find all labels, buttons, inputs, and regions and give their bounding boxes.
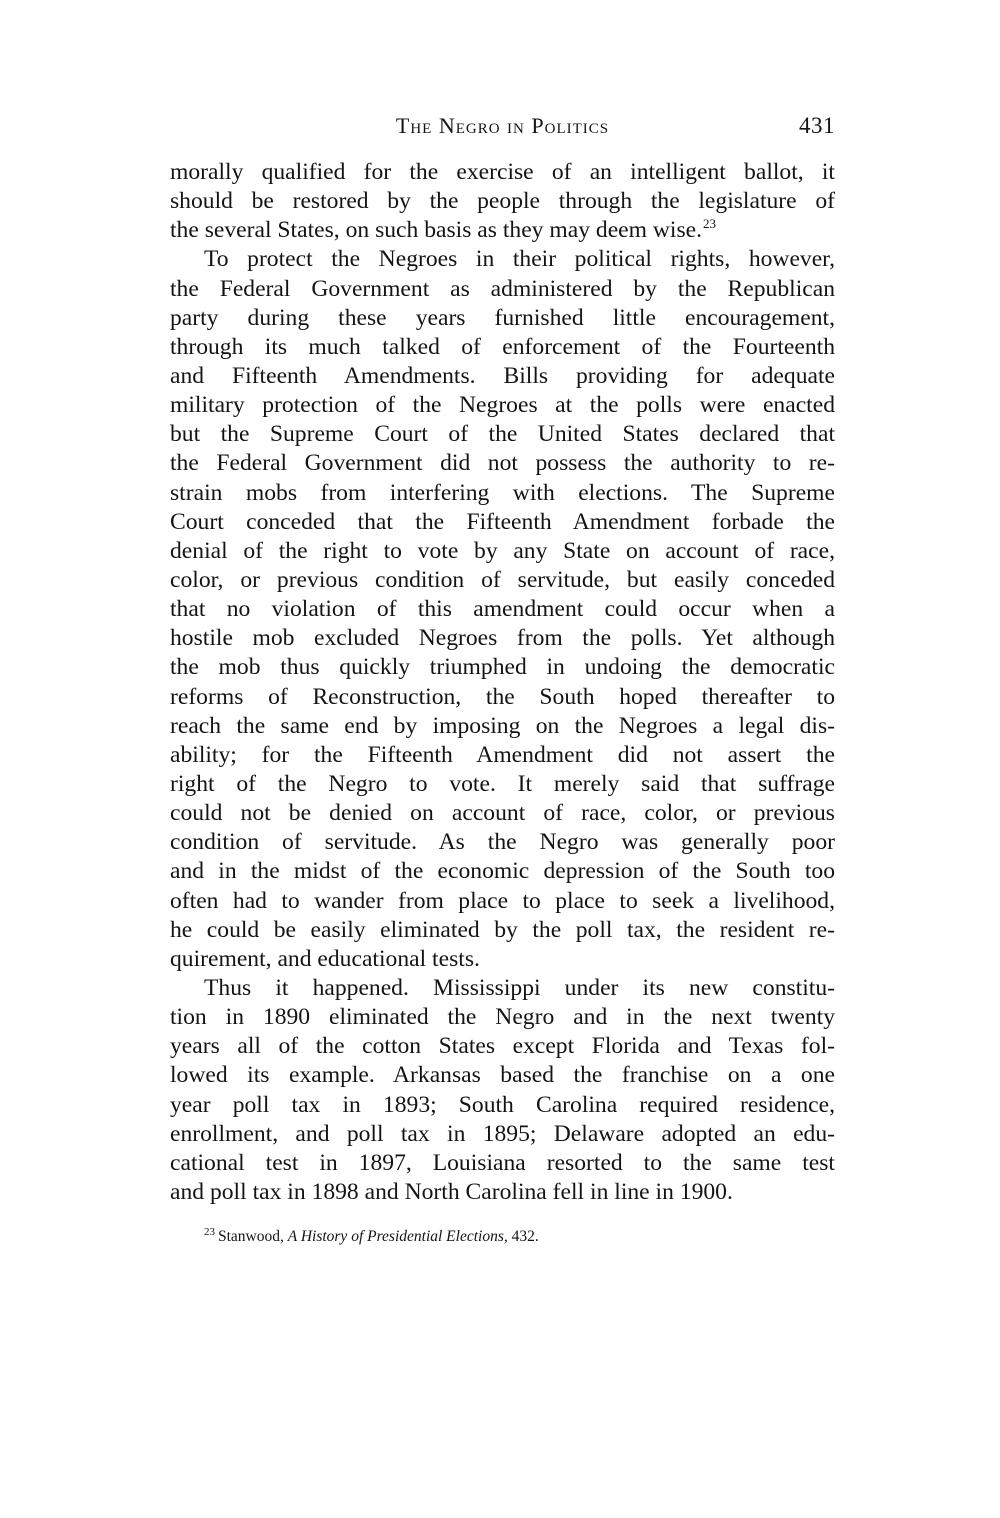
footnote bbox=[204, 1226, 539, 1248]
text-line bbox=[170, 887, 835, 916]
line-text: military protection of the Negroes at the polls were enacted bbox=[170, 392, 835, 419]
text-line bbox=[170, 857, 835, 886]
text-line bbox=[170, 1061, 835, 1090]
text-line bbox=[170, 974, 835, 1003]
footnote-author: Stanwood, bbox=[218, 1228, 284, 1245]
line-text: he could be easily eliminated by the poll tax, the resident re- bbox=[170, 916, 835, 943]
text-line bbox=[170, 1091, 835, 1120]
text-line bbox=[170, 770, 835, 799]
line-text: reach the same end by imposing on the Negroes a legal dis- bbox=[170, 712, 835, 739]
line-text: tion in 1890 eliminated the Negro and in the next twenty bbox=[170, 1004, 835, 1031]
line-text: years all of the cotton States except Florida and Texas fol- bbox=[170, 1033, 835, 1060]
text-line bbox=[170, 799, 835, 828]
body-text bbox=[170, 158, 835, 1207]
line-text: color, or previous condition of servitude, but easily conceded bbox=[170, 566, 835, 593]
line-text: often had to wander from place to place to seek a livelihood, bbox=[170, 887, 835, 914]
text-line bbox=[170, 741, 835, 770]
line-text: the Federal Government as administered by the Republican bbox=[170, 275, 835, 302]
line-text: Thus it happened. Mississippi under its new constitu- bbox=[204, 974, 835, 1001]
text-line bbox=[170, 508, 835, 537]
text-line bbox=[170, 566, 835, 595]
footnote-title: A History of Presidential Elections, bbox=[287, 1228, 508, 1245]
paragraph bbox=[170, 974, 835, 1207]
line-text: Court conceded that the Fifteenth Amendment forbade the bbox=[170, 508, 835, 535]
text-line bbox=[170, 245, 835, 274]
text-line bbox=[170, 1120, 835, 1149]
text-line bbox=[170, 420, 835, 449]
text-line bbox=[170, 449, 835, 478]
text-line bbox=[170, 945, 835, 974]
footnote-page: 432. bbox=[511, 1228, 539, 1245]
line-text: enrollment, and poll tax in 1895; Delaware adopted an edu- bbox=[170, 1120, 835, 1147]
text-line bbox=[170, 1149, 835, 1178]
paragraph bbox=[170, 245, 835, 974]
text-line bbox=[170, 1032, 835, 1061]
line-text: should be restored by the people through the legislature of bbox=[170, 188, 835, 215]
line-text: hostile mob excluded Negroes from the polls. Yet although bbox=[170, 625, 835, 652]
line-text: strain mobs from interfering with elections. The Supreme bbox=[170, 479, 835, 506]
line-text: that no violation of this amendment could occur when a bbox=[170, 596, 835, 623]
line-text: morally qualified for the exercise of an intelligent ballot, it bbox=[170, 159, 835, 185]
line-text: and in the midst of the economic depression of the South too bbox=[170, 858, 835, 885]
text-line bbox=[170, 362, 835, 391]
text-line bbox=[170, 595, 835, 624]
text-line bbox=[170, 333, 835, 362]
text-line bbox=[170, 683, 835, 712]
running-title: The Negro in Politics bbox=[395, 113, 610, 138]
text-line bbox=[170, 275, 835, 304]
text-line bbox=[170, 653, 835, 682]
line-text: and Fifteenth Amendments. Bills providing for adequate bbox=[170, 362, 835, 389]
text-line bbox=[170, 537, 835, 566]
line-text: the mob thus quickly triumphed in undoing the democratic bbox=[170, 654, 835, 681]
line-text: year poll tax in 1893; South Carolina required residence, bbox=[170, 1091, 835, 1118]
line-text: ability; for the Fifteenth Amendment did not assert the bbox=[170, 741, 835, 768]
line-text: and poll tax in 1898 and North Carolina fell in line in 1900. bbox=[170, 1178, 733, 1205]
line-text: could not be denied on account of race, color, or previous bbox=[170, 800, 835, 827]
text-line bbox=[170, 1178, 835, 1207]
paragraph bbox=[170, 158, 835, 245]
text-line bbox=[170, 158, 835, 187]
text-line bbox=[170, 216, 835, 245]
page-number: 431 bbox=[799, 113, 835, 138]
line-text: the Federal Government did not possess the authority to re- bbox=[170, 450, 835, 477]
running-head bbox=[170, 104, 835, 148]
text-line bbox=[170, 624, 835, 653]
text-line bbox=[170, 1003, 835, 1032]
line-text: right of the Negro to vote. It merely said that suffrage bbox=[170, 770, 835, 797]
text-line bbox=[170, 479, 835, 508]
text-line bbox=[170, 828, 835, 857]
line-text: quirement, and educational tests. bbox=[170, 945, 480, 972]
line-text: To protect the Negroes in their political rights, however, bbox=[204, 246, 835, 273]
text-line bbox=[170, 712, 835, 741]
line-text: reforms of Reconstruction, the South hoped thereafter to bbox=[170, 683, 835, 710]
footnote-reference: 23 bbox=[703, 216, 717, 232]
text-line bbox=[170, 304, 835, 333]
line-text: through its much talked of enforcement of the Fourteenth bbox=[170, 333, 835, 360]
line-text: denial of the right to vote by any State on account of race, bbox=[170, 537, 835, 564]
line-text: the several States, on such basis as they may deem wise. bbox=[170, 217, 703, 244]
text-line bbox=[170, 187, 835, 216]
footnote-number: 23 bbox=[204, 1225, 215, 1238]
text-line bbox=[170, 391, 835, 420]
line-text: cational test in 1897, Louisiana resorted to the same test bbox=[170, 1149, 835, 1176]
line-text: lowed its example. Arkansas based the franchise on a one bbox=[170, 1062, 835, 1089]
line-text: party during these years furnished little encouragement, bbox=[170, 304, 835, 331]
line-text: but the Supreme Court of the United States declared that bbox=[170, 421, 835, 448]
line-text: condition of servitude. As the Negro was generally poor bbox=[170, 829, 835, 856]
text-line bbox=[170, 916, 835, 945]
